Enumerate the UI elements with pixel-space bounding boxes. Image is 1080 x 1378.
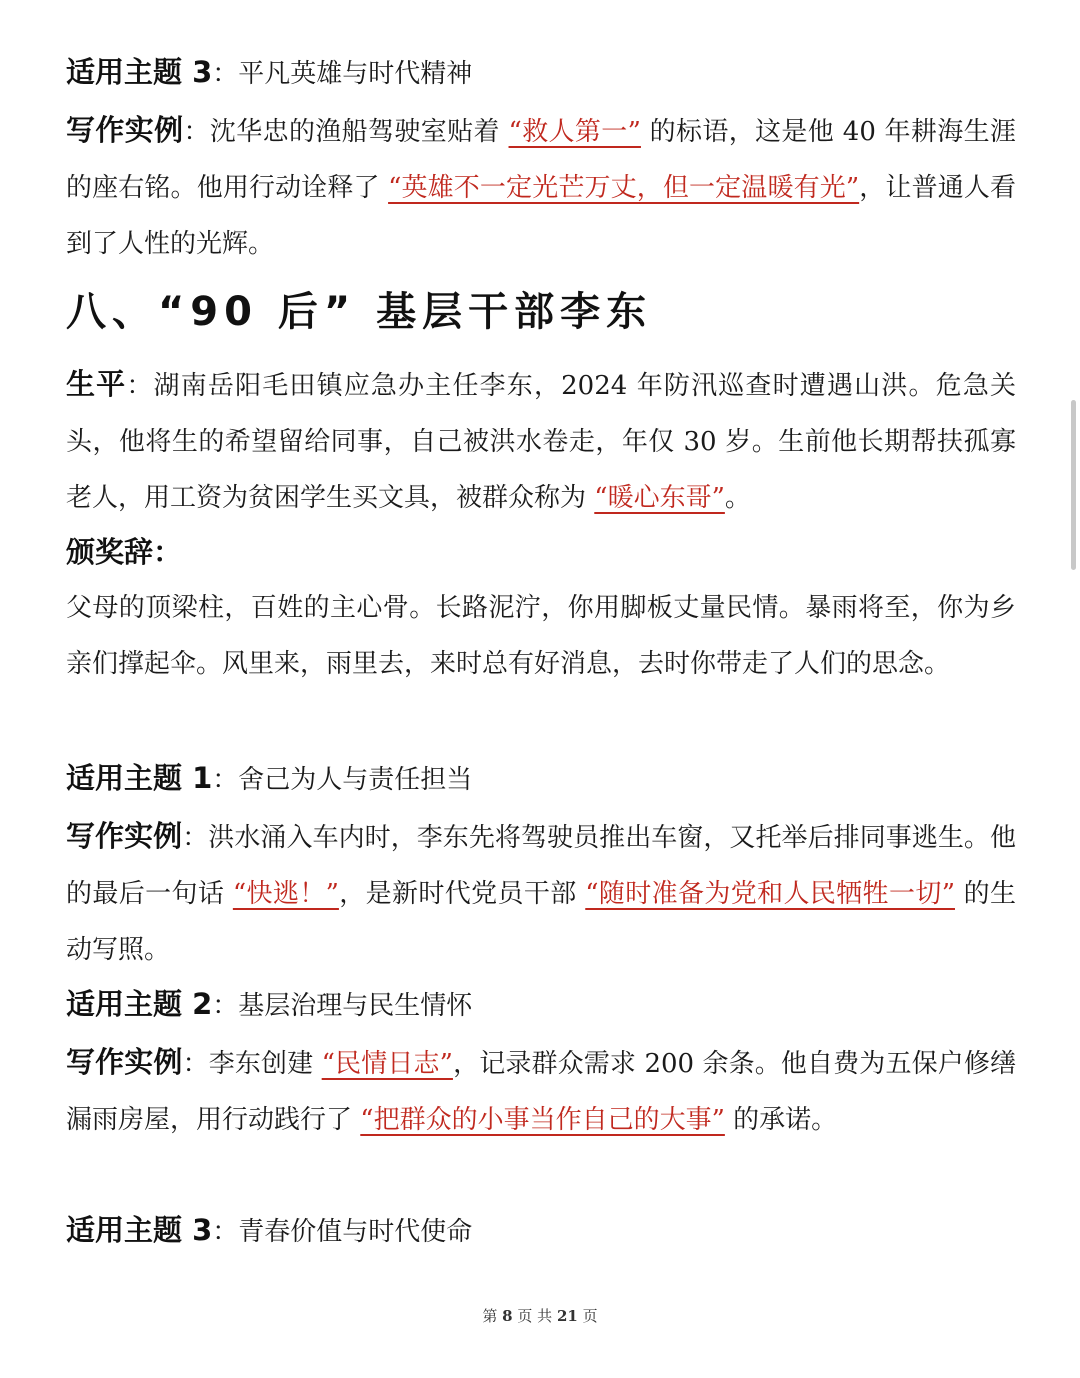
quote-highlight: “把群众的小事当作自己的大事” [360, 1105, 725, 1135]
example-text: 洪水涌入车内时，李东先将驾驶员推出车窗，又托举后排同事逃生。他的最后一句话 [66, 823, 1016, 909]
theme-colon: ： [212, 1217, 239, 1247]
example-text: ，是新时代党员干部 [338, 879, 577, 909]
example-text: ，记录群众需求 200 余条。他自费为五保户修缮漏雨房屋，用行动践行了 [66, 1049, 1016, 1135]
footer-text: 页 [582, 1307, 598, 1325]
example-label: 写作实例 [66, 819, 183, 853]
quote-highlight: “随时准备为党和人民牺牲一切” [585, 879, 955, 909]
theme-label: 适用主题 1 [66, 761, 213, 795]
footer-text: 页 共 [517, 1307, 553, 1325]
award-text: 父母的顶梁柱，百姓的主心骨。长路泥泞，你用脚板丈量民情。暴雨将至，你为乡亲们撑起伞。风里来，雨里去，来时总有好消息，去时你带走了人们的思念。 [66, 593, 1016, 679]
example-label: 写作实例 [66, 1045, 183, 1079]
quote-highlight: “民情日志” [321, 1049, 453, 1079]
bio-text: 。 [724, 483, 751, 513]
theme-3-section [66, 1202, 1016, 1260]
bio-text: 湖南岳阳毛田镇应急办主任李东，2024 年防汛巡查时遭遇山洪。危急关头，他将生的希望留给同事，自己被洪水卷走，年仅 30 岁。生前他长期帮扶孤寡老人，用工资为贫困学生买文具，被群众称为 [66, 371, 1016, 513]
bio-paragraph [66, 356, 1016, 526]
theme-label: 适用主题 3 [66, 1213, 213, 1247]
quote-highlight: “英雄不一定光芒万丈，但一定温暖有光” [388, 173, 860, 203]
theme-line [66, 44, 1016, 102]
example-text: ，让普通人看到了人性的光辉。 [66, 173, 1016, 259]
theme-colon: ： [212, 991, 239, 1021]
example-text: 的承诺。 [733, 1105, 838, 1135]
example-label: 写作实例 [66, 113, 184, 147]
theme-text: 平凡英雄与时代精神 [238, 59, 473, 89]
theme-line [66, 750, 1016, 808]
example-paragraph [66, 808, 1016, 978]
example-text: 沈华忠的渔船驾驶室贴着 [209, 117, 500, 147]
page-footer [0, 1305, 1080, 1326]
theme-1-section [66, 750, 1016, 978]
bio-label: 生平 [66, 367, 127, 401]
theme-text: 基层治理与民生情怀 [238, 991, 473, 1021]
quote-highlight: “救人第一” [508, 117, 641, 147]
example-paragraph [66, 102, 1016, 272]
total-pages: 21 [556, 1307, 578, 1325]
bio-colon: ： [126, 371, 154, 401]
theme-line [66, 976, 1016, 1034]
theme-colon: ： [212, 765, 239, 795]
theme-3-previous [66, 44, 1016, 272]
section-heading: 八、“90 后” 基层干部李东 [66, 289, 653, 335]
example-text: 的标语，这是他 40 年耕海生涯的座右铭。他用行动诠释了 [66, 117, 1016, 203]
award-label: 颁奖辞： [66, 535, 183, 569]
example-paragraph [66, 1034, 1016, 1148]
quote-highlight: “快逃！” [232, 879, 339, 909]
example-colon: ： [182, 823, 209, 853]
example-text: 的生动写照。 [66, 879, 1016, 965]
theme-text: 青春价值与时代使命 [238, 1217, 473, 1247]
theme-colon: ： [212, 59, 239, 89]
example-text: 李东创建 [208, 1049, 314, 1079]
scrollbar-thumb[interactable] [1071, 400, 1076, 570]
theme-label: 适用主题 2 [66, 987, 213, 1021]
footer-text: 第 [482, 1307, 498, 1325]
quote-highlight: “暖心东哥” [594, 483, 725, 513]
example-colon: ： [183, 117, 210, 147]
example-colon: ： [182, 1049, 209, 1079]
page-number: 8 [502, 1307, 513, 1325]
theme-text: 舍己为人与责任担当 [238, 765, 473, 795]
theme-2-section [66, 976, 1016, 1148]
theme-label: 适用主题 3 [66, 55, 213, 89]
award-section [66, 524, 1016, 692]
